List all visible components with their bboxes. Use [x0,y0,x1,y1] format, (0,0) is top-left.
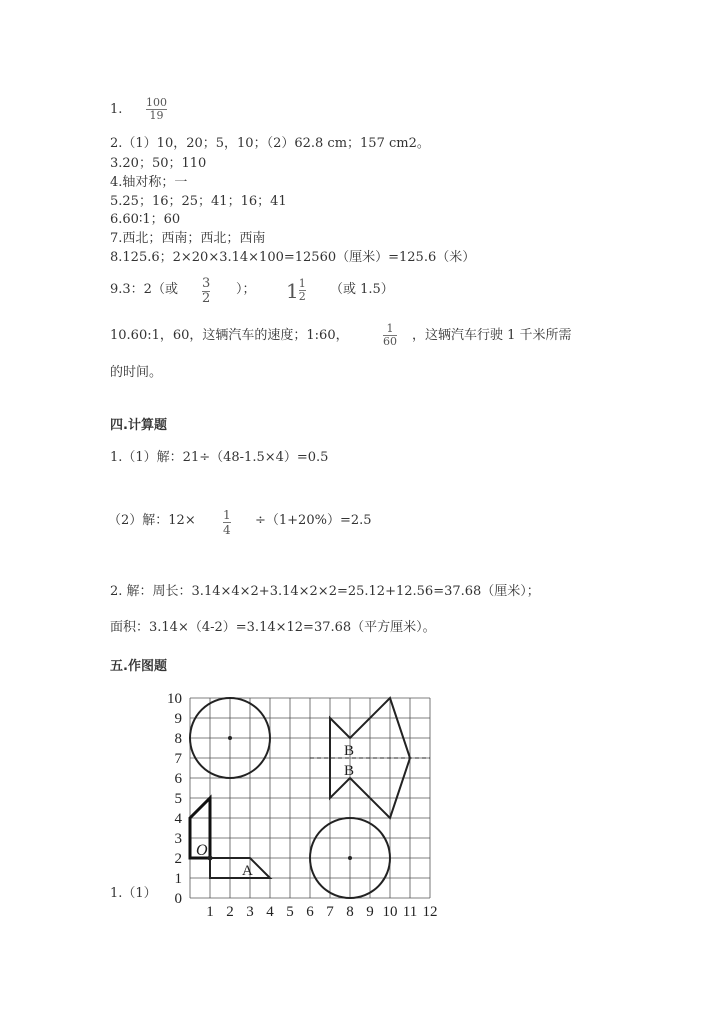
x-tick-label: 9 [366,904,374,920]
x-tick-label: 8 [346,904,354,920]
y-tick-label: 10 [167,691,182,707]
x-tick-label: 12 [422,904,438,920]
calc-2-perimeter: 2. 解：周长：3.14×4×2+3.14×2×2=25.12+12.56=37.68（厘米）； [110,584,540,599]
y-tick-label: 6 [174,771,182,787]
x-tick-label: 7 [326,904,334,920]
denominator: 2 [202,291,211,306]
denominator: 60 [383,335,397,348]
x-tick-label: 10 [382,904,398,920]
x-tick-label: 4 [266,904,274,920]
whole: 1 [286,278,299,303]
y-tick-label: 4 [174,811,182,827]
circle-center-dot [348,856,352,860]
answer-1-label: 1. [110,102,123,117]
label-b-top: B [344,743,355,759]
answer-9-mid: ）； [236,282,256,297]
numerator: 100 [146,96,167,109]
answer-4: 4.轴对称；一 [110,175,188,190]
answer-8: 8.125.6；2×20×3.14×100=12560（厘米）=125.6（米） [110,250,476,265]
numerator: 1 [223,508,231,522]
section-4-title: 四.计算题 [110,418,167,433]
x-tick-label: 3 [246,904,254,920]
answer-10-suffix: ，这辆汽车行驶 1 千米所需 [412,328,572,343]
numerator: 1 [386,322,394,335]
numerator: 1 [298,277,306,290]
x-tick-label: 11 [402,904,418,920]
denominator: 4 [223,523,231,537]
y-tick-label: 9 [174,711,182,727]
label-b-bottom: B [344,763,355,779]
answer-9-suffix: （或 1.5） [330,282,394,297]
x-tick-label: 2 [226,904,234,920]
point-o-dot [208,856,213,861]
calc-1-part-1: 1.（1）解：21÷（48-1.5×4）=0.5 [110,450,329,465]
y-tick-label: 0 [174,891,182,907]
answer-2: 2.（1）10，20；5，10；（2）62.8 cm；157 cm2。 [110,136,430,151]
x-tick-label: 6 [306,904,314,920]
label-o: O [196,842,208,859]
section-5-title: 五.作图题 [110,659,167,674]
answer-7: 7.西北；西南；西北；西南 [110,231,266,246]
denominator: 2 [298,290,306,303]
answer-10-line2: 的时间。 [110,365,163,380]
drawing-item-label: 1.（1） [110,886,157,901]
answer-9-prefix: 9.3：2（或 [110,282,178,297]
answer-10-prefix: 10.60:1，60，这辆汽车的速度；1:60， [110,328,349,343]
denominator: 19 [149,109,164,122]
calc-1-part-2-prefix: （2）解：12× [108,513,196,528]
circle-center-dot [228,736,232,740]
label-a: A [242,863,253,879]
numerator: 3 [202,276,211,291]
y-tick-label: 7 [174,751,182,767]
answer-3: 3.20；50；110 [110,156,207,171]
y-tick-label: 2 [174,851,182,867]
shape-a [210,858,270,878]
y-tick-label: 3 [174,831,182,847]
y-tick-label: 1 [174,871,182,887]
calc-2-area: 面积：3.14×（4-2）=3.14×12=37.68（平方厘米）。 [110,620,436,635]
answer-6: 6.60∶1；60 [110,212,181,227]
answer-5: 5.25；16；25；41；16；41 [110,194,287,209]
y-tick-label: 5 [174,791,182,807]
x-tick-label: 5 [286,904,294,920]
x-tick-label: 1 [206,904,214,920]
calc-1-part-2-suffix: ÷（1+20%）=2.5 [255,513,372,528]
y-tick-label: 8 [174,731,182,747]
